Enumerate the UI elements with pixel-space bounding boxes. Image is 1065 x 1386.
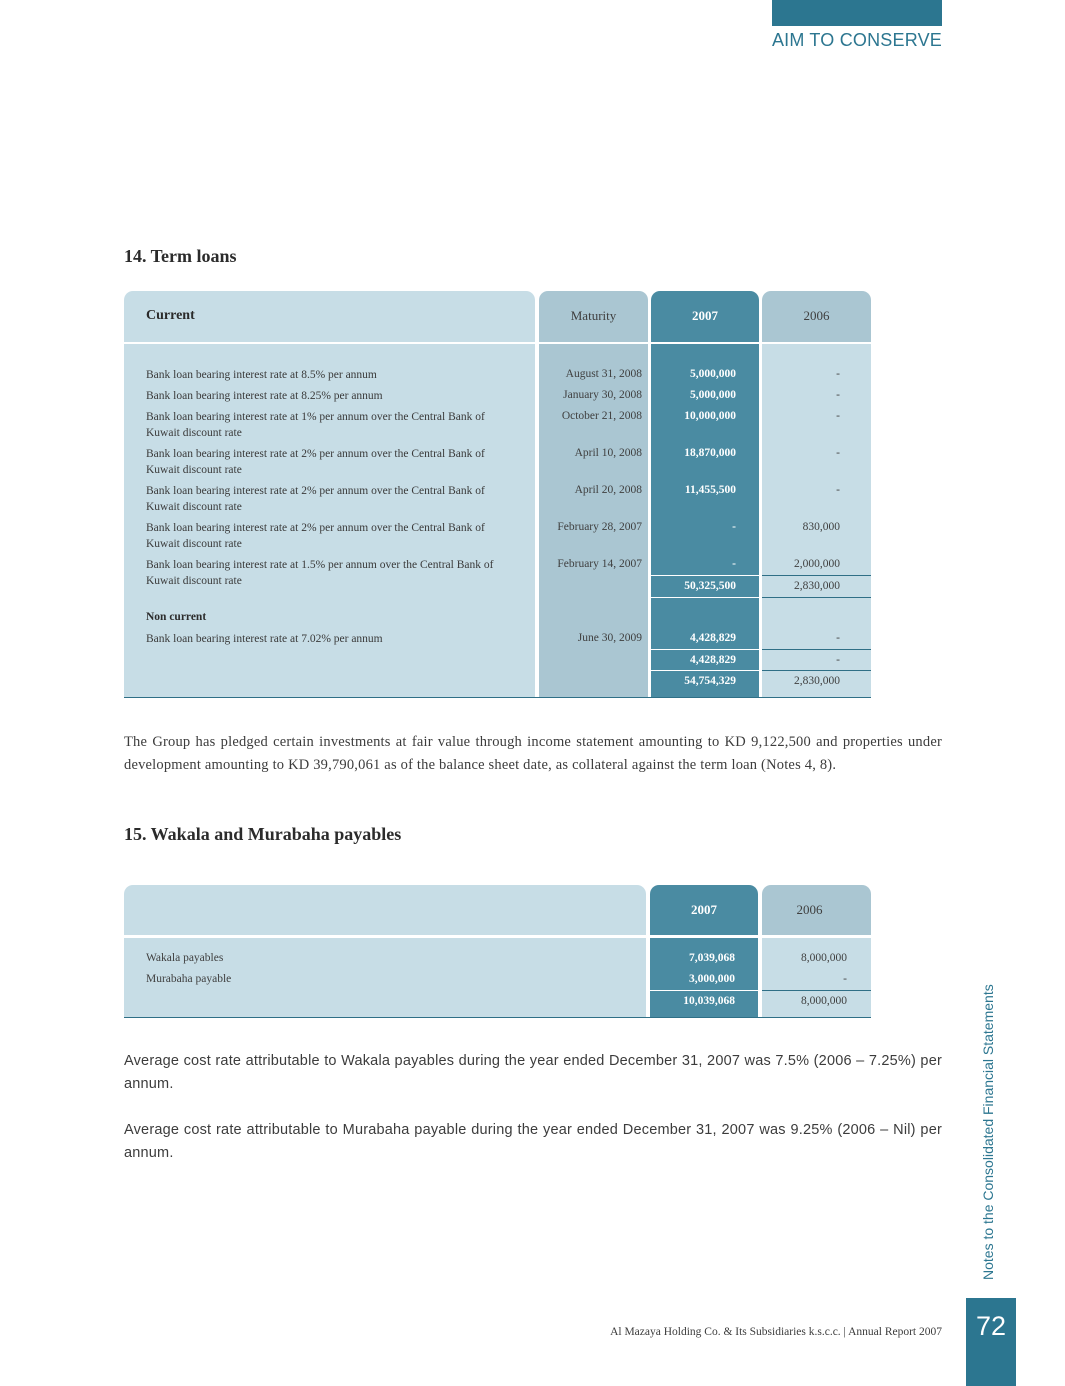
payable-row-2007: 7,039,068 bbox=[689, 952, 735, 964]
loan-row-description: Bank loan bearing interest rate at 1.5% per annum over the Central Bank of Kuwait discount rate bbox=[146, 559, 494, 587]
payables-total-2006: 8,000,000 bbox=[801, 995, 847, 1007]
loan-row-2007: 18,870,000 bbox=[684, 447, 736, 459]
header-maturity: Maturity bbox=[570, 308, 617, 323]
payable-row-2006: - bbox=[843, 973, 847, 985]
loan-row-2007: - bbox=[732, 521, 736, 533]
current-total-2007: 50,325,500 bbox=[684, 580, 736, 592]
header-label-cell bbox=[124, 885, 646, 935]
loan-row-description: Bank loan bearing interest rate at 2% per annum over the Central Bank of Kuwait discount rate bbox=[146, 522, 485, 550]
section-14-title: 14. Term loans bbox=[124, 246, 237, 266]
loan-row-2007: 4,428,829 bbox=[690, 632, 736, 644]
payable-row-description: Wakala payables bbox=[146, 952, 224, 964]
loan-row-2006: - bbox=[836, 447, 840, 459]
loan-row-maturity: January 30, 2008 bbox=[563, 389, 642, 401]
loan-row-description: Bank loan bearing interest rate at 8.25% per annum bbox=[146, 390, 383, 402]
wakala-cost-note: Average cost rate attributable to Wakala payables during the year ended December 31, 2007 was 7.5% (2006 – 7.25%) per annum. bbox=[124, 1053, 942, 1092]
header-2006: 2006 bbox=[796, 902, 823, 917]
term-loans-note: The Group has pledged certain investments at fair value through income statement amounting to KD 9,122,500 and properties under development amounting to KD 39,790,061 as of the balance sheet date, as collateral against the term loan (Notes 4, 8). bbox=[124, 734, 942, 773]
noncurrent-total-2006: - bbox=[836, 654, 840, 666]
loan-row-2006: - bbox=[836, 368, 840, 380]
loan-row-2007: 10,000,000 bbox=[684, 410, 736, 422]
footer-publication: Al Mazaya Holding Co. & Its Subsidiaries k.s.c.c. | Annual Report 2007 bbox=[610, 1326, 942, 1338]
loan-row-2007: 5,000,000 bbox=[690, 389, 736, 401]
loan-row-2006: - bbox=[836, 389, 840, 401]
loan-row-description: Bank loan bearing interest rate at 1% per annum over the Central Bank of Kuwait discount rate bbox=[146, 411, 485, 439]
noncurrent-total-2007: 4,428,829 bbox=[690, 654, 736, 666]
payables-total-rule bbox=[650, 990, 758, 991]
loan-row-2007: - bbox=[732, 558, 736, 570]
grand-total-2007: 54,754,329 bbox=[684, 675, 736, 687]
header-current: Current bbox=[146, 308, 195, 323]
loan-row-2006: - bbox=[836, 484, 840, 496]
loan-row-2007: 11,455,500 bbox=[684, 484, 736, 496]
page-number: 72 bbox=[975, 1311, 1007, 1341]
noncurrent-label: Non current bbox=[146, 611, 207, 623]
loan-row-maturity: October 21, 2008 bbox=[561, 410, 642, 422]
loan-row-description: Bank loan bearing interest rate at 2% per annum over the Central Bank of Kuwait discount rate bbox=[146, 485, 485, 513]
loan-row-description: Bank loan bearing interest rate at 7.02% per annum bbox=[146, 633, 383, 645]
murabaha-cost-note: Average cost rate attributable to Murabaha payable during the year ended December 31, 2007 was 9.25% (2006 – Nil) per annum. bbox=[124, 1122, 942, 1161]
payables-total-2007: 10,039,068 bbox=[683, 995, 735, 1007]
header-2006: 2006 bbox=[803, 308, 830, 323]
loan-row-description: Bank loan bearing interest rate at 8.5% per annum bbox=[146, 369, 377, 381]
loan-row-maturity: April 20, 2008 bbox=[574, 484, 642, 496]
side-section-label: Notes to the Consolidated Financial Statements bbox=[980, 984, 996, 1280]
loan-row-maturity: February 28, 2007 bbox=[557, 521, 642, 533]
grand-total-2006: 2,830,000 bbox=[794, 675, 840, 687]
loan-row-2006: 830,000 bbox=[802, 521, 840, 533]
loan-row-maturity: February 14, 2007 bbox=[557, 558, 642, 570]
section-15-title: 15. Wakala and Murabaha payables bbox=[124, 824, 402, 844]
loan-row-2006: 2,000,000 bbox=[794, 558, 840, 570]
payable-row-2006: 8,000,000 bbox=[801, 952, 847, 964]
loan-row-maturity: April 10, 2008 bbox=[574, 447, 642, 459]
loan-row-maturity: June 30, 2009 bbox=[577, 632, 642, 644]
loan-row-2006: - bbox=[836, 410, 840, 422]
loan-row-description: Bank loan bearing interest rate at 2% per annum over the Central Bank of Kuwait discount rate bbox=[146, 448, 485, 476]
table-bottom-rule bbox=[124, 1017, 871, 1018]
loan-row-maturity: August 31, 2008 bbox=[565, 368, 642, 380]
header-2007: 2007 bbox=[691, 902, 717, 917]
payables-total-rule bbox=[762, 990, 871, 991]
header-2007: 2007 bbox=[692, 308, 718, 323]
payable-row-2007: 3,000,000 bbox=[689, 973, 735, 985]
payable-row-description: Murabaha payable bbox=[146, 973, 232, 985]
brand-tagline: AIM TO CONSERVE bbox=[771, 30, 942, 50]
loan-row-2007: 5,000,000 bbox=[690, 368, 736, 380]
current-total-2006: 2,830,000 bbox=[794, 580, 840, 592]
loan-row-2006: - bbox=[836, 632, 840, 644]
